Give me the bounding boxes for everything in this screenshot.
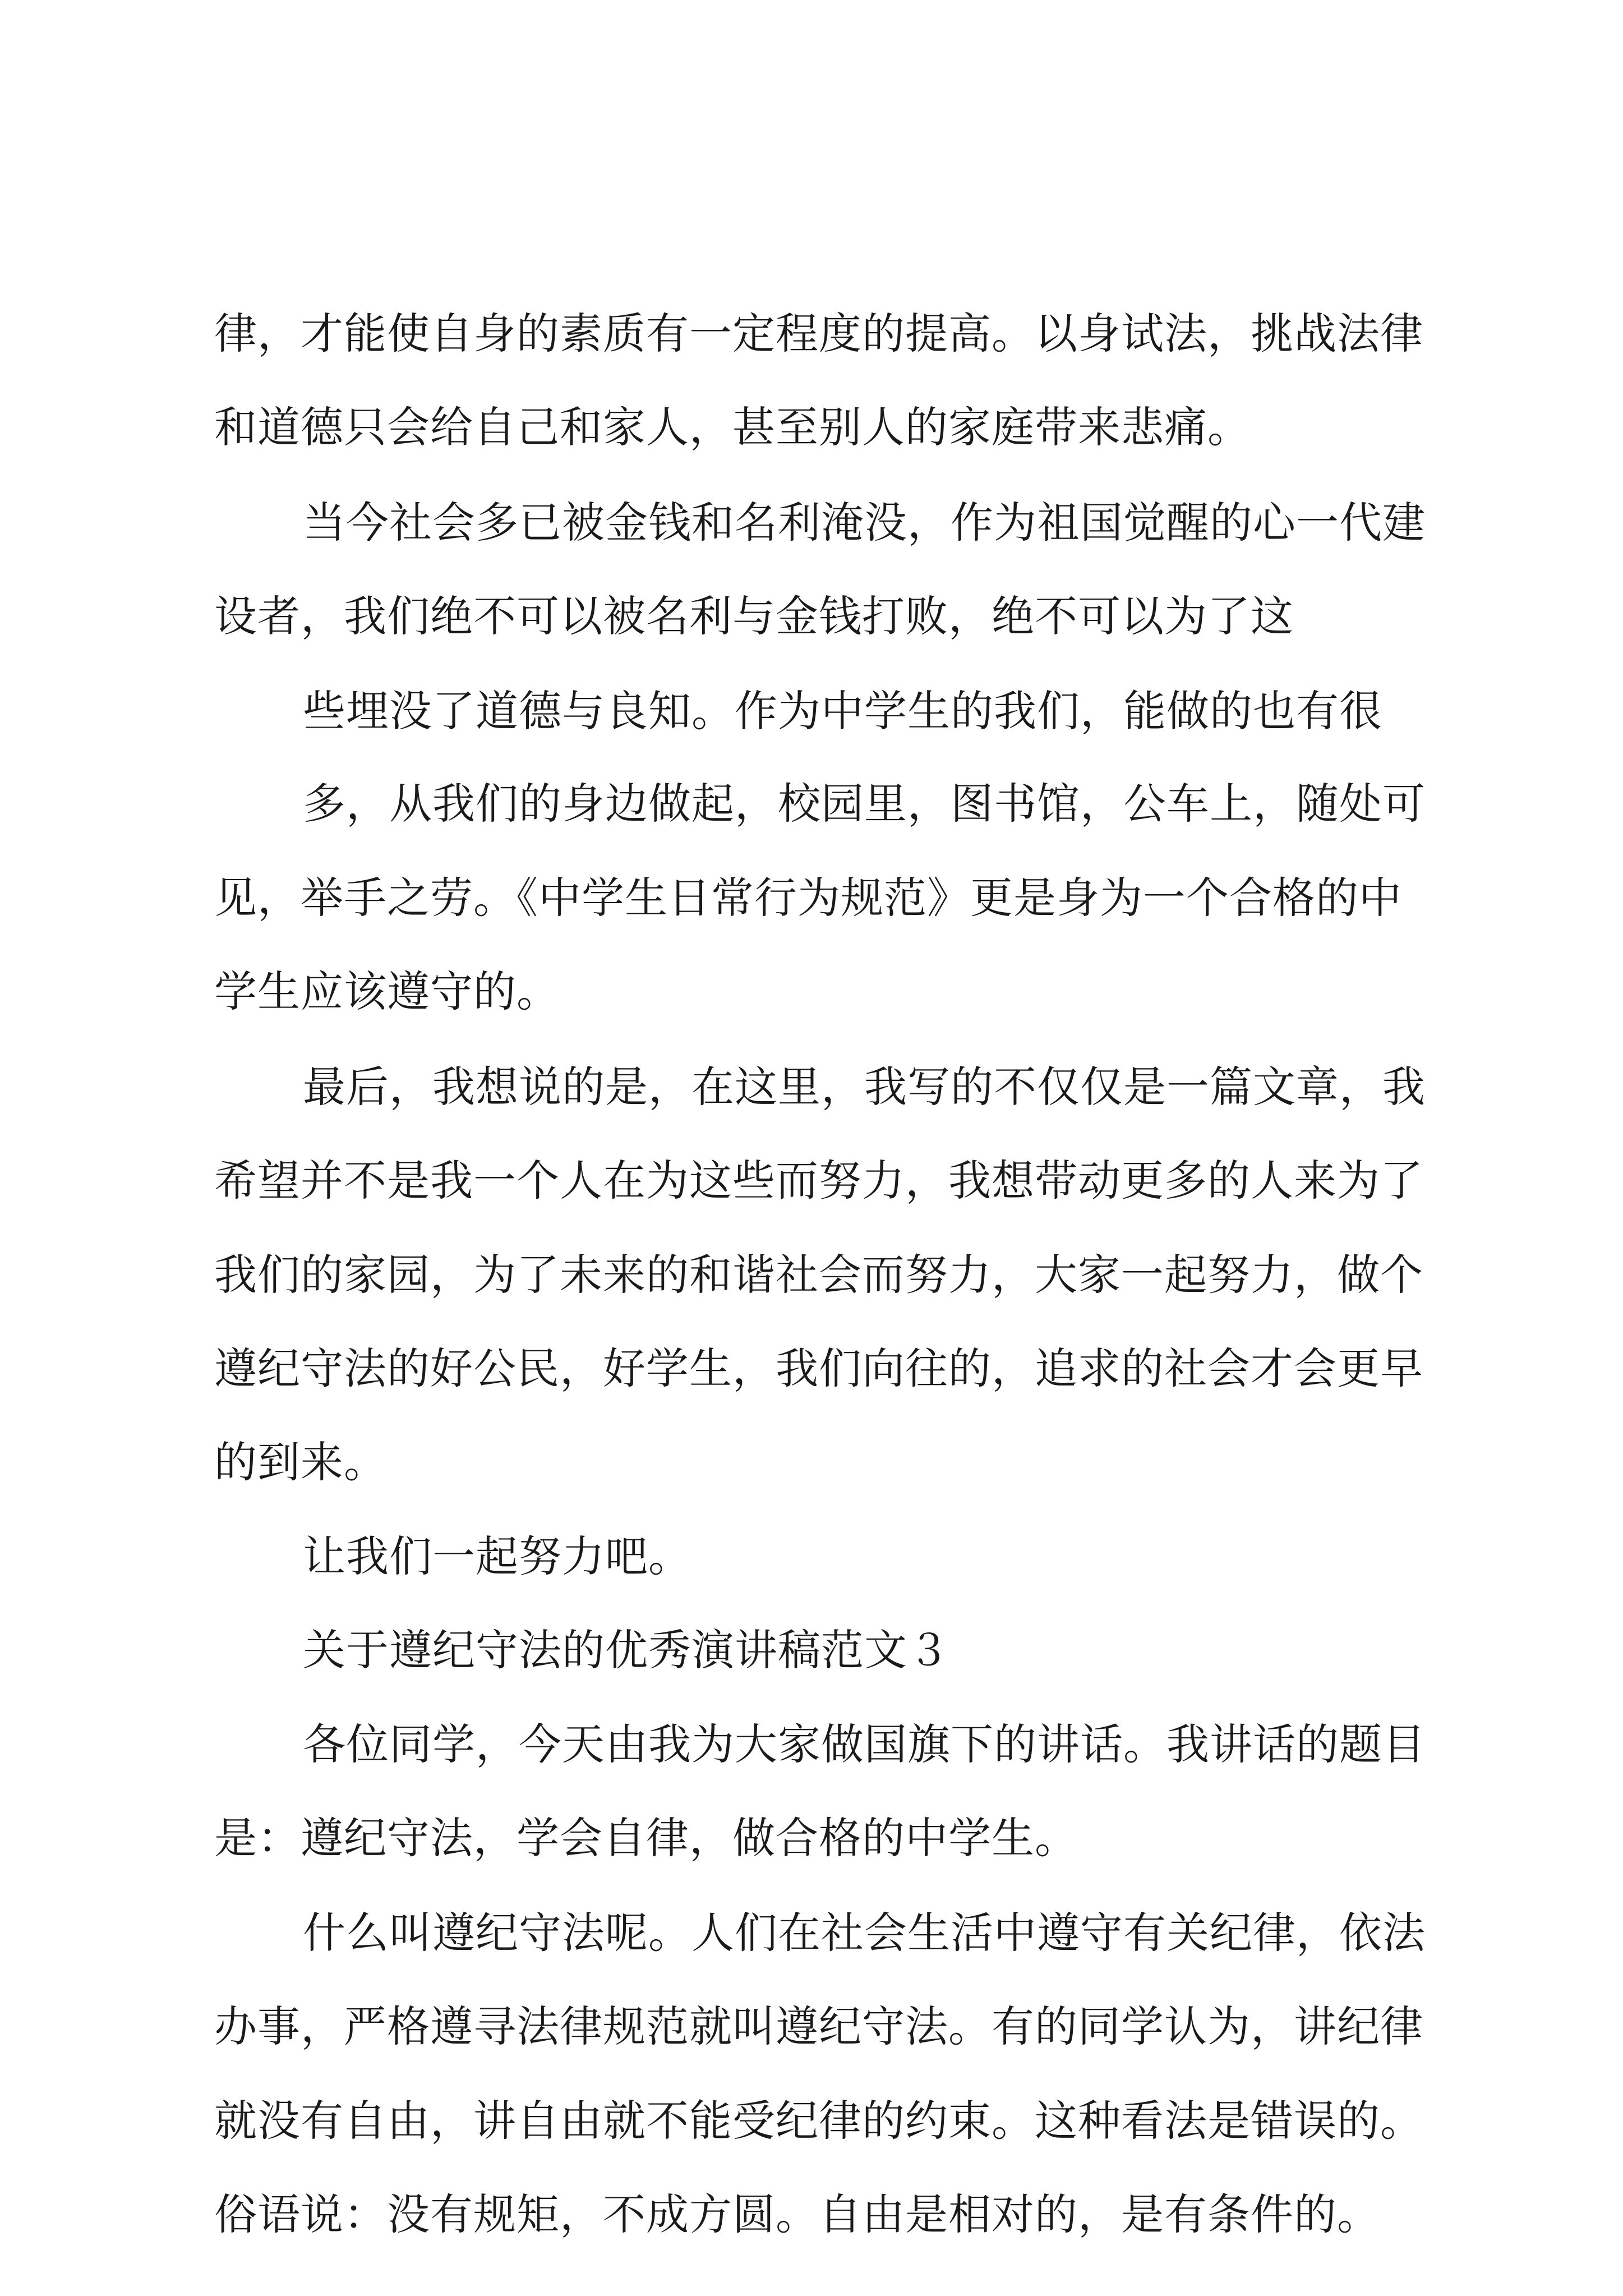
text-line: 各位同学，今天由我为大家做国旗下的讲话。我讲话的题目 xyxy=(303,1719,1426,1769)
text-line: 办事，严格遵寻法律规范就叫遵纪守法。有的同学认为，讲纪律 xyxy=(214,2001,1423,2051)
section-heading: 关于遵纪守法的优秀演讲稿范文３ xyxy=(303,1625,951,1675)
text-line: 的到来。 xyxy=(214,1437,387,1487)
text-line: 就没有自由，讲自由就不能受纪律的约束。这种看法是错误的。 xyxy=(214,2096,1423,2146)
text-line: 些埋没了道德与良知。作为中学生的我们，能做的也有很 xyxy=(303,686,1382,736)
text-line: 是：遵纪守法，学会自律，做合格的中学生。 xyxy=(214,1813,1078,1863)
text-line: 见，举手之劳。《中学生日常行为规范》更是身为一个合格的中 xyxy=(214,873,1402,923)
text-line: 遵纪守法的好公民，好学生，我们向往的，追求的社会才会更早 xyxy=(214,1343,1423,1393)
text-line: 律，才能使自身的素质有一定程度的提高。以身试法，挑战法律 xyxy=(214,309,1423,358)
text-line: 设者，我们绝不可以被名利与金钱打败，绝不可以为了这 xyxy=(214,591,1294,641)
text-line: 和道德只会给自己和家人，甚至别人的家庭带来悲痛。 xyxy=(214,402,1251,452)
text-line: 我们的家园，为了未来的和谐社会而努力，大家一起努力，做个 xyxy=(214,1250,1423,1300)
text-line: 学生应该遵守的。 xyxy=(214,967,560,1016)
text-line: 俗语说：没有规矩，不成方圆。自由是相对的，是有条件的。 xyxy=(214,2189,1380,2239)
text-line: 希望并不是我一个人在为这些而努力，我想带动更多的人来为了 xyxy=(214,1156,1423,1205)
text-line: 什么叫遵纪守法呢。人们在社会生活中遵守有关纪律，依法 xyxy=(303,1908,1426,1958)
text-line: 当今社会多已被金钱和名利淹没，作为祖国觉醒的心一代建 xyxy=(303,498,1426,547)
text-line: 让我们一起努力吧。 xyxy=(303,1531,691,1581)
text-line: 多，从我们的身边做起，校园里，图书馆，公车上，随处可 xyxy=(303,779,1426,829)
text-line: 最后，我想说的是，在这里，我写的不仅仅是一篇文章，我 xyxy=(303,1062,1426,1112)
